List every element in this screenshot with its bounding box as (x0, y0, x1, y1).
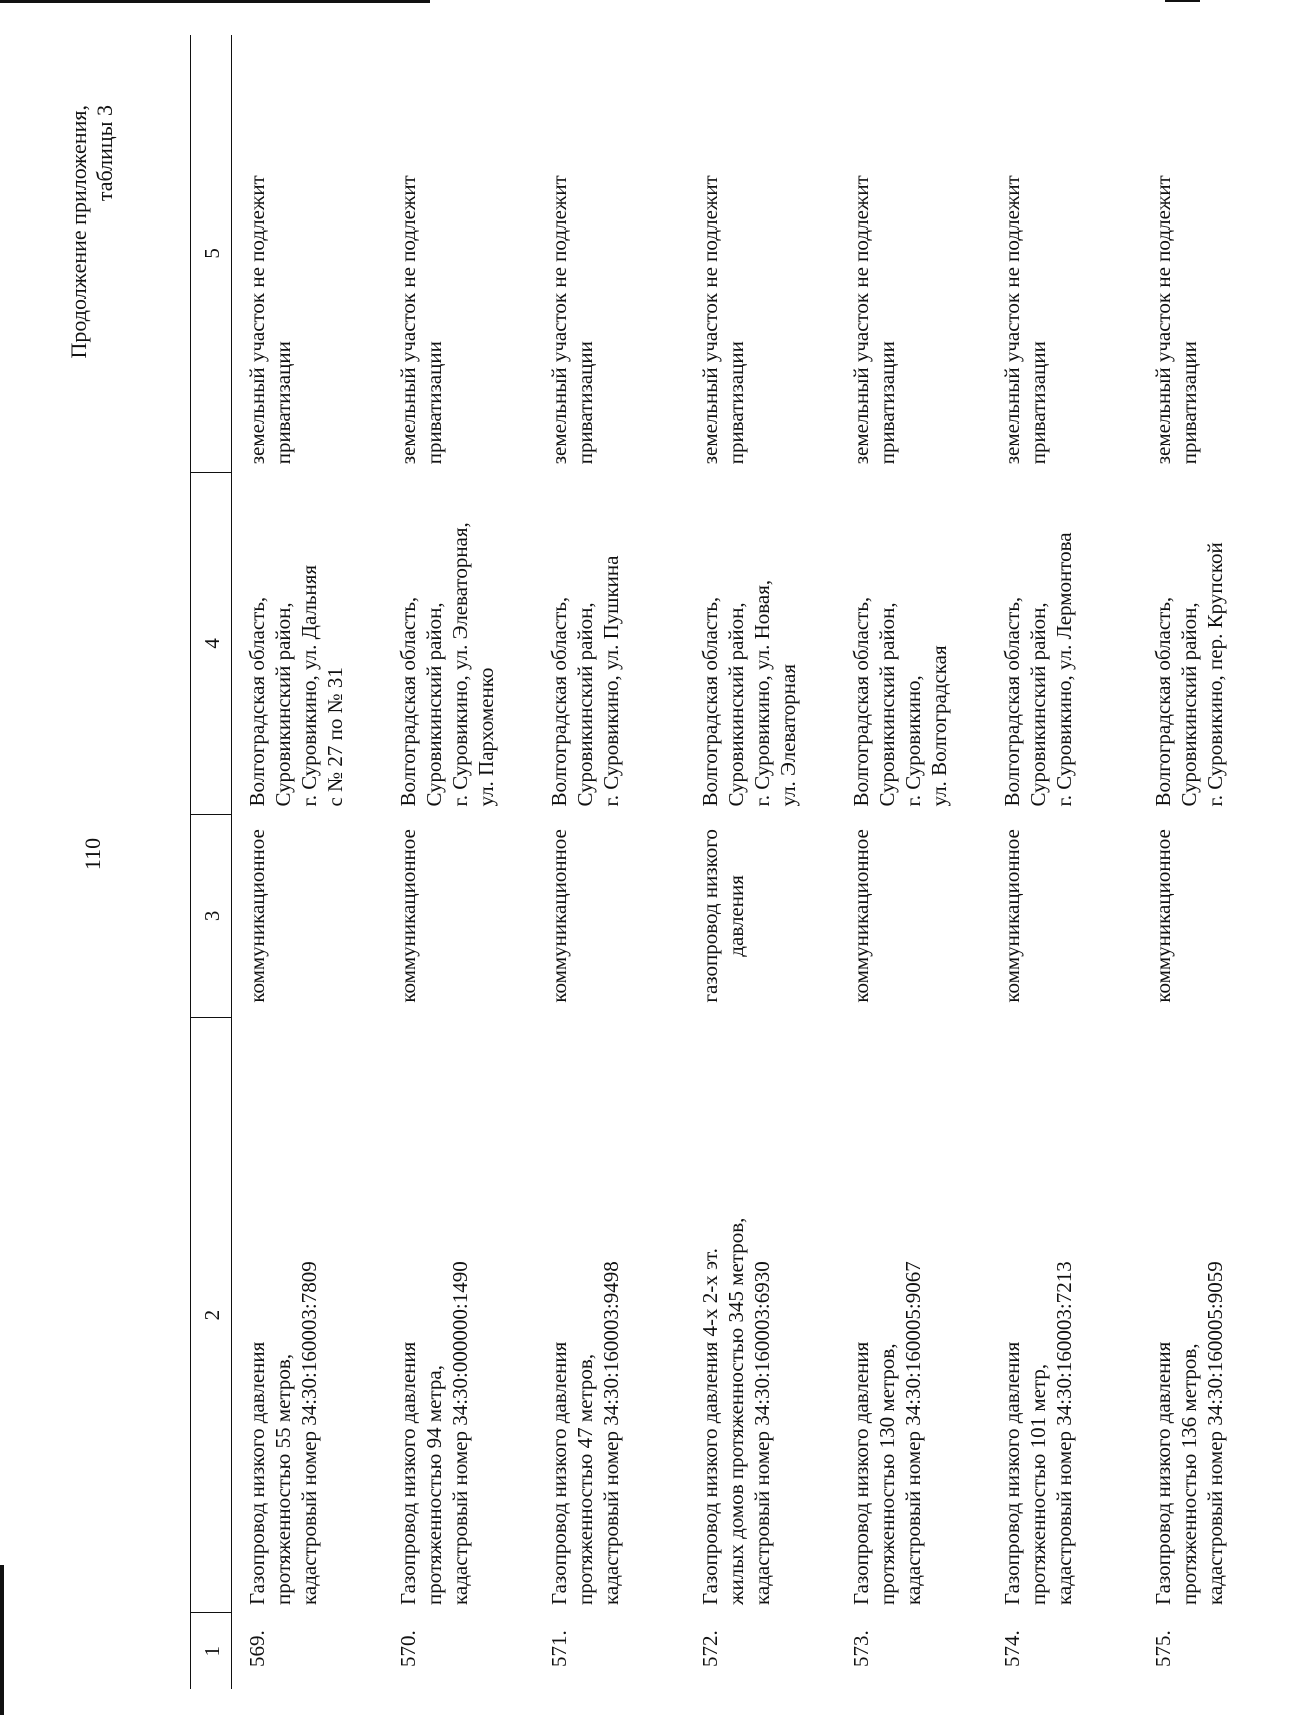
note-cell (836, 35, 987, 472)
address-cell (232, 472, 384, 814)
cell-line: приватизации (875, 341, 899, 465)
cell-line: ул. Волгоградская (927, 645, 951, 807)
cell-line: протяженностью 47 метров, (573, 1353, 597, 1605)
cell-line: Суровикинский район, (573, 602, 597, 807)
object-name-cell (685, 1017, 836, 1613)
cell-line: г. Суровикино, ул. Дальняя (297, 564, 321, 807)
cell-line: Газопровод низкого давления (1000, 1341, 1024, 1605)
cell-line: газопровод низкого (698, 829, 722, 1003)
note-cell (987, 35, 1138, 472)
cell-line: земельный участок не подлежит (245, 175, 269, 465)
table-row (534, 35, 685, 1689)
cell-line: жилых домов протяженностью 345 метров, (724, 1217, 748, 1605)
table-header-row (191, 35, 232, 1689)
cell-line: земельный участок не подлежит (547, 175, 571, 465)
cell-line: приватизации (271, 341, 295, 465)
column-header-4: 4 (191, 472, 232, 814)
address-cell (987, 472, 1138, 814)
note-cell (1138, 35, 1289, 472)
object-name-cell (383, 1017, 534, 1613)
cell-line: земельный участок не подлежит (1151, 175, 1175, 465)
note-cell (232, 35, 384, 472)
column-header-1: 1 (191, 1613, 232, 1689)
cell-line: Газопровод низкого давления 4-х 2-х эт. (698, 1248, 722, 1605)
cell-line: земельный участок не подлежит (698, 175, 722, 465)
cell-line: земельный участок не подлежит (849, 175, 873, 465)
purpose-cell (1138, 815, 1289, 1018)
object-name-cell (1138, 1017, 1289, 1613)
row-number-cell: 571. (547, 1630, 571, 1667)
purpose-cell (534, 815, 685, 1018)
table-row (987, 35, 1138, 1689)
cell-line: Волгоградская область, (245, 596, 269, 807)
cell-line: г. Суровикино, ул. Пушкина (599, 555, 623, 807)
cell-line: кадастровый номер 34:30:160005:9059 (1203, 1261, 1227, 1605)
row-number-cell: 572. (698, 1630, 722, 1667)
cell-line: приватизации (724, 341, 748, 465)
cell-line: Волгоградская область, (547, 596, 571, 807)
cell-line: коммуникационное (547, 829, 571, 1003)
cell-line: земельный участок не подлежит (396, 175, 420, 465)
object-name-cell (836, 1017, 987, 1613)
cell-line: кадастровый номер 34:30:160005:9067 (901, 1261, 925, 1605)
note-cell (685, 35, 836, 472)
cell-line: Суровикинский район, (1026, 602, 1050, 807)
table-row (1138, 35, 1289, 1689)
column-header-5: 5 (191, 35, 232, 472)
row-number-cell: 574. (1000, 1630, 1024, 1667)
address-cell (836, 472, 987, 814)
row-number-cell: 570. (396, 1630, 420, 1667)
cell-line: протяженностью 136 метров, (1177, 1343, 1201, 1605)
cell-line: г. Суровикино, ул. Новая, (750, 579, 774, 807)
cell-line: Газопровод низкого давления (849, 1341, 873, 1605)
cell-line: Волгоградская область, (698, 596, 722, 807)
row-number-cell: 573. (849, 1630, 873, 1667)
purpose-cell (987, 815, 1138, 1018)
purpose-cell (685, 815, 836, 1018)
cell-line: приватизации (1026, 341, 1050, 465)
cell-line: Газопровод низкого давления (547, 1341, 571, 1605)
cell-line: кадастровый номер 34:30:160003:9498 (599, 1261, 623, 1605)
continuation-line-2: таблицы 3 (92, 105, 117, 202)
cell-line: протяженностью 55 метров, (271, 1353, 295, 1605)
cell-line: кадастровый номер 34:30:160003:7213 (1052, 1261, 1076, 1605)
cell-line: Волгоградская область, (849, 596, 873, 807)
cell-line: г. Суровикино, (901, 675, 925, 807)
cell-line: Газопровод низкого давления (245, 1341, 269, 1605)
note-cell (534, 35, 685, 472)
cell-line: Суровикинский район, (1177, 602, 1201, 807)
column-header-3: 3 (191, 815, 232, 1018)
cell-line: г. Суровикино, ул. Лермонтова (1052, 532, 1076, 807)
cell-line: кадастровый номер 34:30:160003:7809 (297, 1261, 321, 1605)
property-table (190, 35, 1289, 1689)
cell-line: с № 27 по № 31 (323, 667, 347, 807)
purpose-cell (383, 815, 534, 1018)
cell-line: коммуникационное (1151, 829, 1175, 1003)
address-cell (685, 472, 836, 814)
column-header-2: 2 (191, 1017, 232, 1613)
cell-line: Суровикинский район, (271, 602, 295, 807)
table-row (232, 35, 384, 1689)
cell-line: Суровикинский район, (724, 602, 748, 807)
cell-line: кадастровый номер 34:30:000000:1490 (448, 1261, 472, 1605)
cell-line: протяженностью 94 метра, (422, 1365, 446, 1605)
purpose-cell (232, 815, 384, 1018)
address-cell (1138, 472, 1289, 814)
cell-line: коммуникационное (1000, 829, 1024, 1003)
page-number: 110 (80, 837, 105, 871)
object-name-cell (534, 1017, 685, 1613)
cell-line: ул. Пархоменко (474, 667, 498, 807)
cell-line: приватизации (422, 341, 446, 465)
table-row (685, 35, 836, 1689)
cell-line: протяженностью 101 метр, (1026, 1363, 1050, 1605)
table-row (836, 35, 987, 1689)
table-row (383, 35, 534, 1689)
cell-line: давления (724, 875, 748, 957)
cell-line: г. Суровикино, ул. Элеваторная, (448, 522, 472, 807)
cell-line: земельный участок не подлежит (1000, 175, 1024, 465)
cell-line: Суровикинский район, (422, 602, 446, 807)
row-number-cell: 569. (245, 1630, 269, 1667)
object-name-cell (987, 1017, 1138, 1613)
cell-line: коммуникационное (245, 829, 269, 1003)
cell-line: приватизации (573, 341, 597, 465)
cell-line: Суровикинский район, (875, 602, 899, 807)
cell-line: Волгоградская область, (1000, 596, 1024, 807)
cell-line: коммуникационное (396, 829, 420, 1003)
continuation-header (66, 105, 118, 358)
cell-line: г. Суровикино, пер. Крупской (1203, 542, 1227, 807)
cell-line: ул. Элеваторная (776, 664, 800, 807)
row-number-cell: 575. (1151, 1630, 1175, 1667)
cell-line: Газопровод низкого давления (396, 1341, 420, 1605)
cell-line: приватизации (1177, 341, 1201, 465)
continuation-line-1: Продолжение приложения, (66, 105, 91, 359)
purpose-cell (836, 815, 987, 1018)
cell-line: Волгоградская область, (396, 596, 420, 807)
cell-line: кадастровый номер 34:30:160003:6930 (750, 1261, 774, 1605)
cell-line: Газопровод низкого давления (1151, 1341, 1175, 1605)
cell-line: коммуникационное (849, 829, 873, 1003)
cell-line: протяженностью 130 метров, (875, 1343, 899, 1605)
object-name-cell (232, 1017, 384, 1613)
note-cell (383, 35, 534, 472)
address-cell (383, 472, 534, 814)
cell-line: Волгоградская область, (1151, 596, 1175, 807)
address-cell (534, 472, 685, 814)
